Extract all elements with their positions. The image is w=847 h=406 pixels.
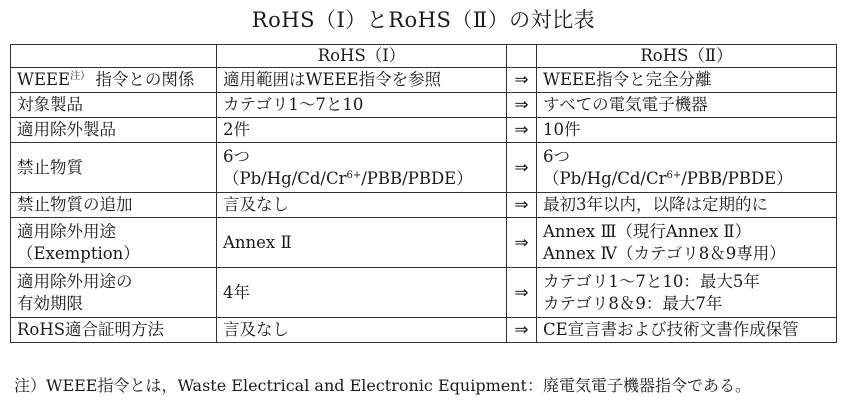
row-label: 適用除外製品 (11, 118, 217, 143)
table-row (11, 193, 837, 218)
rohs1-cell: 6つ $(Pb/Hg/Cd/Cr^{6+}/PBB/PBDE)$ (217, 143, 507, 193)
row-label: 適用除外用途 （Exemption） (11, 218, 217, 268)
table-row (11, 68, 837, 93)
arrow-icon: ⇒ (507, 143, 537, 193)
rohs2-cell: WEEE指令と完全分離 (537, 68, 837, 93)
header-blank-cell (11, 45, 217, 68)
arrow-icon: ⇒ (507, 268, 537, 318)
rohs2-cell: カテゴリ1～7と10：最大5年 カテゴリ8＆9：最大7年 (537, 268, 837, 318)
rohs2-cell: すべての電気電子機器 (537, 93, 837, 118)
rohs2-cell: CE宣言書および技術文書作成保管 (537, 318, 837, 343)
table-row (11, 93, 837, 118)
comparison-table (10, 44, 837, 343)
rohs1-cell: カテゴリ1～7と10 (217, 93, 507, 118)
table-row (11, 268, 837, 318)
header-arrow-blank-cell (507, 45, 537, 68)
table-row (11, 218, 837, 268)
row-label: 対象製品 (11, 93, 217, 118)
row-label: 禁止物質 (11, 143, 217, 193)
rohs1-cell: 言及なし (217, 193, 507, 218)
rohs2-cell: 6つ $(Pb/Hg/Cd/Cr^{6+}/PBB/PBDE)$ (537, 143, 837, 193)
arrow-icon: ⇒ (507, 318, 537, 343)
rohs2-cell: 10件 (537, 118, 837, 143)
row-label: 禁止物質の追加 (11, 193, 217, 218)
arrow-icon: ⇒ (507, 93, 537, 118)
arrow-icon: ⇒ (507, 193, 537, 218)
rohs2-cell: Annex Ⅲ（現行Annex Ⅱ） Annex Ⅳ（カテゴリ8＆9専用） (537, 218, 837, 268)
rohs1-cell: 適用範囲はWEEE指令を参照 (217, 68, 507, 93)
header-row (11, 45, 837, 68)
table-row (11, 318, 837, 343)
row-label: $WEEE^{注)}$ 指令との関係 (11, 68, 217, 93)
rohs1-cell: 言及なし (217, 318, 507, 343)
arrow-icon: ⇒ (507, 68, 537, 93)
header-rohs2: RoHS（Ⅱ） (537, 45, 837, 68)
rohs1-cell: 4年 (217, 268, 507, 318)
footnote: 注）WEEE指令とは，Waste Electrical and Electronic Equipment：廃電気電子機器指令である。 (14, 376, 751, 395)
arrow-icon: ⇒ (507, 218, 537, 268)
table-title: RoHS（Ⅰ）とRoHS（Ⅱ）の対比表 (251, 8, 596, 32)
table-row (11, 143, 837, 193)
rohs2-cell: 最初3年以内，以降は定期的に (537, 193, 837, 218)
rohs1-cell: 2件 (217, 118, 507, 143)
row-label: 適用除外用途の 有効期限 (11, 268, 217, 318)
table-row (11, 118, 837, 143)
arrow-icon: ⇒ (507, 118, 537, 143)
rohs1-cell: Annex Ⅱ (217, 218, 507, 268)
header-rohs1: RoHS（Ⅰ） (217, 45, 507, 68)
row-label: RoHS適合証明方法 (11, 318, 217, 343)
